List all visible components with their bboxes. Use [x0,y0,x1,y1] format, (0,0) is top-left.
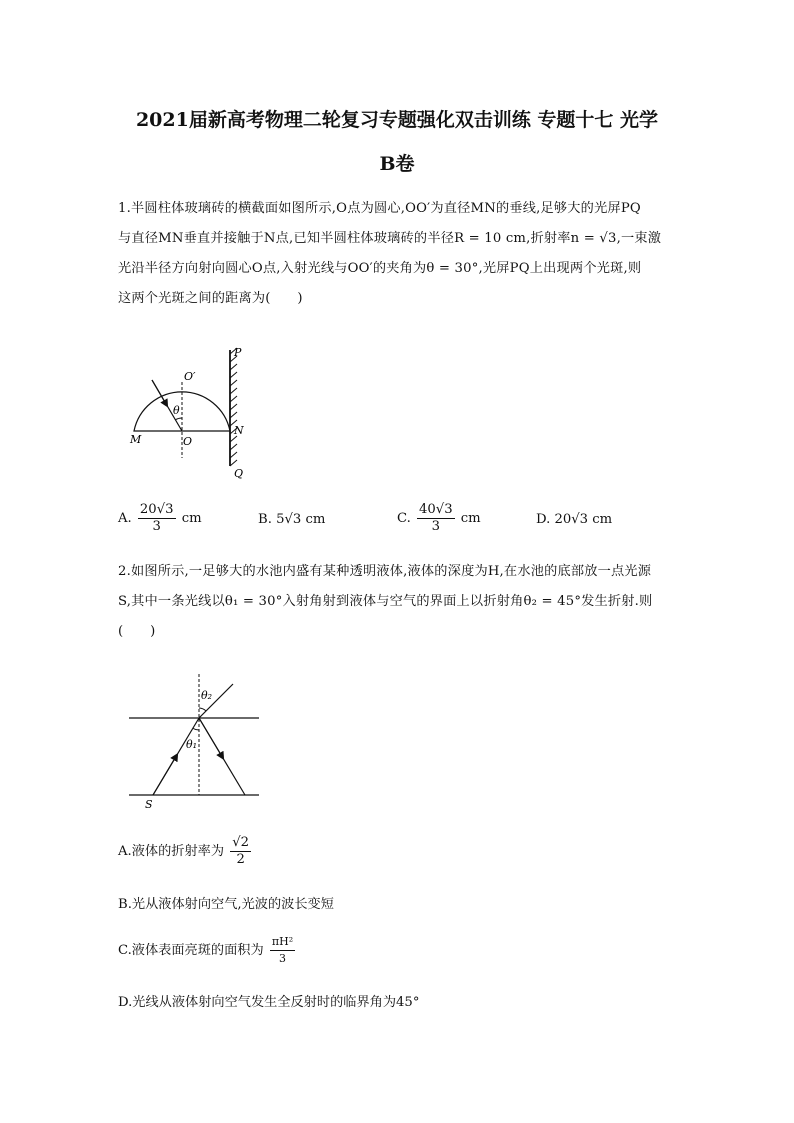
q1-figure [120,340,260,490]
q1-line-3: 光沿半径方向射向圆心O点,入射光线与OO′的夹角为θ = 30°,光屏PQ上出现两个光斑,则 [118,261,642,276]
option-text: C.液体表面亮斑的面积为 [118,943,264,958]
question-1-text [118,194,678,314]
q2-option-c[interactable] [118,934,297,967]
option-text: B.光从液体射向空气,光波的波长变短 [118,897,334,912]
q2-line-2: S,其中一条光线以θ₁ = 30°入射角射到液体与空气的界面上以折射角θ₂ = 45°发生折射.则 [118,594,653,609]
page-title: 2021届新高考物理二轮复习专题强化双击训练 专题十七 光学 [135,109,659,131]
q2-line-3: ( ) [118,624,156,639]
option-c-fraction [270,934,295,967]
theta2-arc [199,708,206,711]
fraction-numerator: 20√3 [139,502,174,517]
label-s: S [145,798,153,811]
fraction-numerator: 40√3 [419,502,453,517]
option-text: A.液体的折射率为 [118,844,225,859]
option-letter: A. [118,511,132,526]
label-p: P [234,346,242,359]
q1-line-1: 1.半圆柱体玻璃砖的横截面如图所示,O点为圆心,OO′为直径MN的垂线,足够大的光屏PQ [118,201,641,216]
label-n: N [234,424,244,437]
label-theta2: θ₂ [201,689,213,702]
option-text: 20√3 cm [554,512,613,527]
q1-option-a[interactable] [118,502,202,535]
q2-option-d[interactable] [118,991,419,1010]
q1-option-d[interactable] [536,512,612,527]
fraction-denominator: 3 [152,519,161,534]
fraction-denominator: 2 [236,852,245,867]
option-letter: B. [258,512,272,527]
theta-arc [176,418,183,420]
page-subtitle: B卷 [379,153,415,175]
fraction-numerator: √2 [232,835,250,850]
option-c-fraction [417,502,455,535]
label-o: O [183,435,193,448]
fraction-denominator: 3 [431,519,440,534]
label-theta1: θ₁ [186,738,198,751]
label-m: M [130,433,142,446]
option-letter: C. [397,511,411,526]
option-a-fraction [230,835,251,868]
q1-option-c[interactable] [397,502,481,535]
option-text: D.光线从液体射向空气发生全反射时的临界角为45° [118,995,420,1010]
q2-figure [125,672,265,812]
option-unit: cm [181,511,202,526]
option-a-fraction [138,502,176,535]
screen-hatching [230,348,237,466]
fraction-denominator: 3 [279,952,286,965]
q2-line-1: 2.如图所示,一足够大的水池内盛有某种透明液体,液体的深度为H,在水池的底部放一点光源 [118,564,652,579]
fraction-numerator: πH² [270,934,295,951]
option-text: 5√3 cm [276,512,326,527]
q2-option-a[interactable] [118,835,253,868]
q1-option-b[interactable] [258,512,325,527]
label-theta: θ [173,404,180,417]
q1-line-2: 与直径MN垂直并接触于N点,已知半圆柱体玻璃砖的半径R = 10 cm,折射率n = √3,一束激 [118,231,662,246]
q2-option-b[interactable] [118,893,334,912]
option-letter: D. [536,512,551,527]
question-2-text [118,557,678,647]
label-o-prime: O′ [184,370,196,383]
q1-line-4: 这两个光斑之间的距离为( ) [118,291,303,306]
option-unit: cm [460,511,481,526]
theta1-arc [193,728,199,730]
label-q: Q [234,467,244,480]
